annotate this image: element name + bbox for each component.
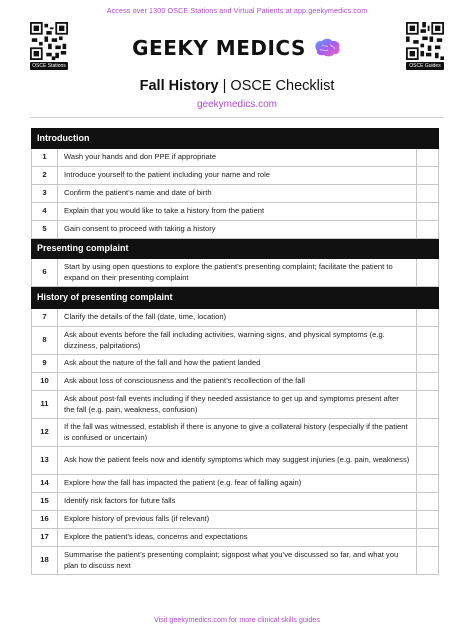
item-text: Identify risk factors for future falls (58, 493, 417, 511)
checklist-row (32, 203, 439, 221)
osce-checklist-table (31, 128, 439, 575)
item-text: Confirm the patient’s name and date of birth (58, 185, 417, 203)
item-number: 15 (32, 493, 58, 511)
item-number: 13 (32, 447, 58, 475)
brain-icon (312, 37, 342, 59)
checklist-row (32, 475, 439, 493)
item-checkbox[interactable] (416, 221, 438, 239)
item-checkbox[interactable] (416, 493, 438, 511)
item-checkbox[interactable] (416, 309, 438, 327)
site-link[interactable]: geekymedics.com (196, 99, 278, 110)
item-text: Explore history of previous falls (if relevant) (58, 511, 417, 529)
item-text: Ask about loss of consciousness and the patient’s recollection of the fall (58, 373, 417, 391)
section-header (32, 239, 439, 259)
item-text: Start by using open questions to explore the patient’s presenting complaint; facilitate the patient to expand on their presenting complaint (58, 259, 417, 287)
geeky-medics-logo (0, 36, 474, 60)
checklist-row (32, 259, 439, 287)
item-text: Clarify the details of the fall (date, time, location) (58, 309, 417, 327)
item-checkbox[interactable] (416, 529, 438, 547)
item-number: 5 (32, 221, 58, 239)
item-number: 8 (32, 327, 58, 355)
item-number: 2 (32, 167, 58, 185)
section-title: Introduction (32, 129, 439, 149)
checklist-row (32, 221, 439, 239)
checklist-row (32, 547, 439, 575)
item-checkbox[interactable] (416, 391, 438, 419)
checklist-row (32, 391, 439, 419)
item-number: 11 (32, 391, 58, 419)
checklist-row (32, 419, 439, 447)
item-text: Ask about the nature of the fall and how the patient landed (58, 355, 417, 373)
item-checkbox[interactable] (416, 447, 438, 475)
item-text: Gain consent to proceed with taking a history (58, 221, 417, 239)
item-number: 6 (32, 259, 58, 287)
item-number: 17 (32, 529, 58, 547)
item-number: 14 (32, 475, 58, 493)
item-number: 16 (32, 511, 58, 529)
item-checkbox[interactable] (416, 355, 438, 373)
item-text: Wash your hands and don PPE if appropriate (58, 149, 417, 167)
checklist-row (32, 167, 439, 185)
top-banner[interactable]: Access over 1300 OSCE Stations and Virtual Patients at app.geekymedics.com (106, 6, 368, 15)
section-title: Presenting complaint (32, 239, 439, 259)
title-separator: | (218, 78, 231, 94)
item-checkbox[interactable] (416, 475, 438, 493)
checklist-row (32, 493, 439, 511)
checklist-row (32, 355, 439, 373)
item-checkbox[interactable] (416, 373, 438, 391)
item-text: Summarise the patient’s presenting complaint; signpost what you’ve discussed so far, and what you plan to discuss next (58, 547, 417, 575)
item-text: Ask about post-fall events including if they needed assistance to get up and symptoms present after the fall (e.g. pain, weakness, confusion) (58, 391, 417, 419)
item-number: 7 (32, 309, 58, 327)
page-title (0, 78, 474, 94)
item-number: 4 (32, 203, 58, 221)
item-number: 3 (32, 185, 58, 203)
qr-label: OSCE Guides (406, 62, 444, 70)
item-checkbox[interactable] (416, 547, 438, 575)
title-rest: OSCE Checklist (230, 78, 335, 94)
footer-link[interactable]: Visit geekymedics.com for more clinical skills guides (153, 615, 321, 624)
title-bold: Fall History (139, 78, 219, 94)
item-checkbox[interactable] (416, 327, 438, 355)
section-title: History of presenting complaint (32, 287, 439, 309)
checklist-row (32, 529, 439, 547)
item-checkbox[interactable] (416, 167, 438, 185)
item-number: 1 (32, 149, 58, 167)
section-header (32, 287, 439, 309)
item-checkbox[interactable] (416, 203, 438, 221)
item-text: Explain that you would like to take a history from the patient (58, 203, 417, 221)
logo-text: GEEKY MEDICS (132, 36, 306, 60)
item-number: 12 (32, 419, 58, 447)
item-text: Introduce yourself to the patient including your name and role (58, 167, 417, 185)
item-number: 9 (32, 355, 58, 373)
item-number: 10 (32, 373, 58, 391)
item-checkbox[interactable] (416, 185, 438, 203)
item-text: If the fall was witnessed, establish if there is anyone to give a collateral history (especially if the patient is confused or uncertain) (58, 419, 417, 447)
item-checkbox[interactable] (416, 419, 438, 447)
checklist-row (32, 149, 439, 167)
checklist-row (32, 373, 439, 391)
checklist-row (32, 309, 439, 327)
divider (30, 117, 444, 118)
item-text: Ask how the patient feels now and identify symptoms which may suggest injuries (e.g. pain, weakness) (58, 447, 417, 475)
item-text: Explore the patient’s ideas, concerns and expectations (58, 529, 417, 547)
item-checkbox[interactable] (416, 149, 438, 167)
section-header (32, 129, 439, 149)
qr-label: OSCE Stations (30, 62, 68, 70)
checklist-row (32, 327, 439, 355)
item-checkbox[interactable] (416, 259, 438, 287)
item-checkbox[interactable] (416, 511, 438, 529)
item-number: 18 (32, 547, 58, 575)
checklist-row (32, 447, 439, 475)
item-text: Ask about events before the fall including activities, warning signs, and physical symptoms (e.g. dizziness, palpitations) (58, 327, 417, 355)
item-text: Explore how the fall has impacted the patient (e.g. fear of falling again) (58, 475, 417, 493)
checklist-row (32, 511, 439, 529)
checklist-row (32, 185, 439, 203)
